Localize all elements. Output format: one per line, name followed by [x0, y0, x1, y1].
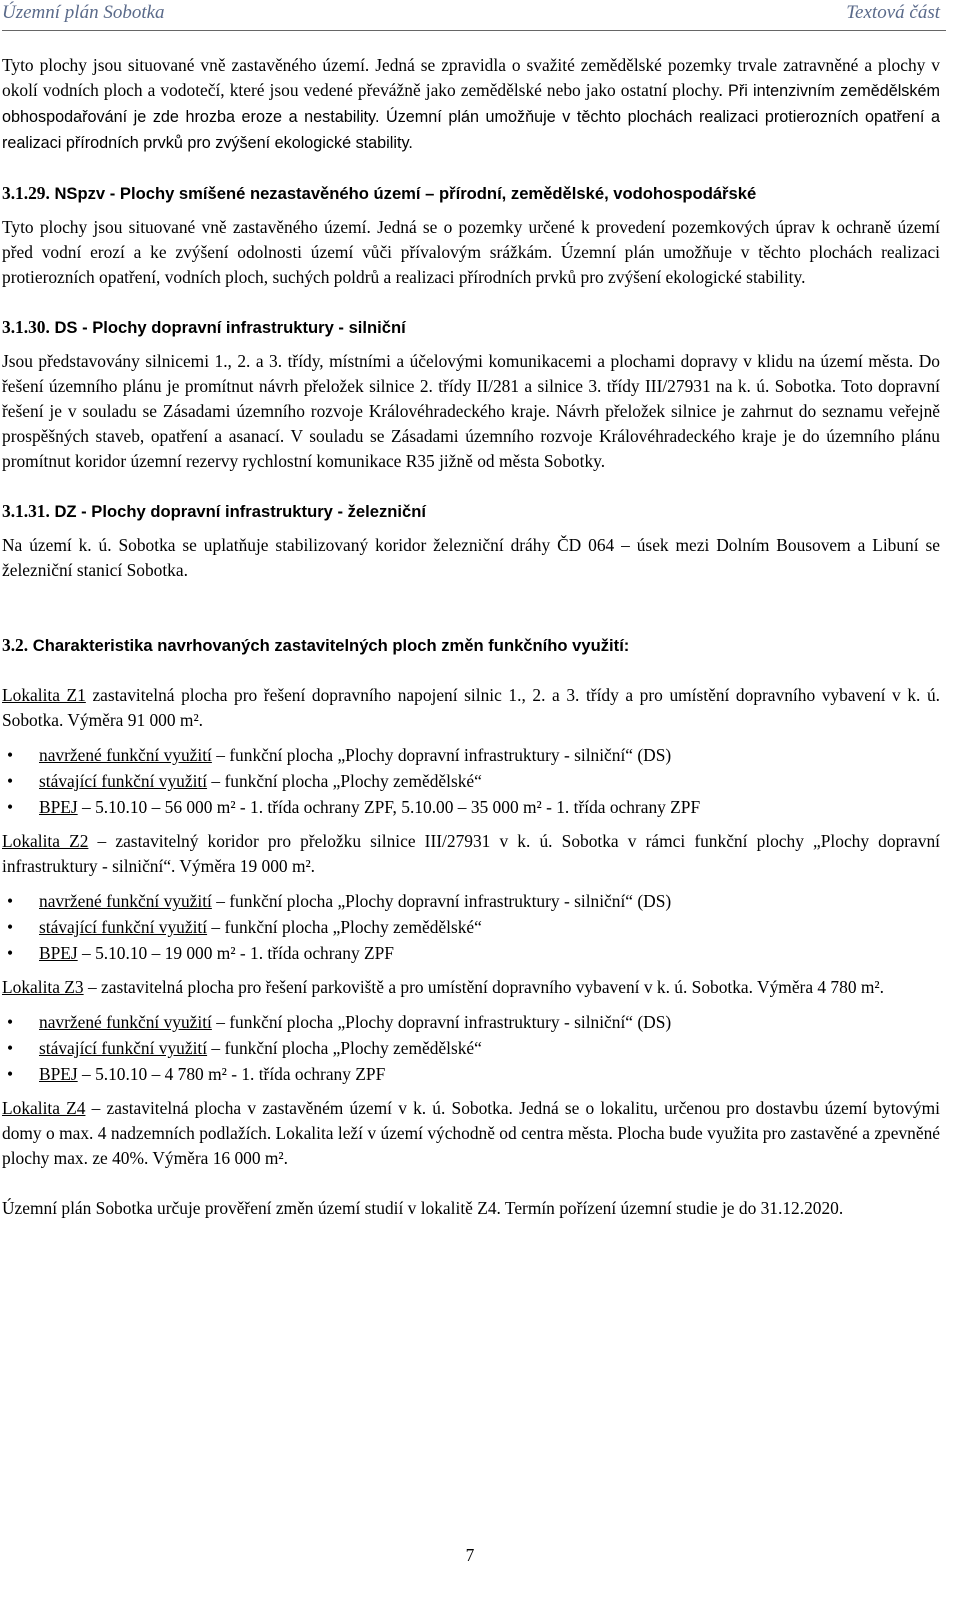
list-item — [2, 1009, 940, 1035]
header-document-title: Územní plán Sobotka — [2, 2, 165, 23]
lokalita-z2-label: Lokalita Z2 — [2, 831, 89, 851]
intro-text-rest: Územní plán umožňuje v těchto plochách realizaci protierozních opatření a realizaci přírodních prvků pro zvýšení ekologické stability. — [2, 108, 940, 152]
bullet-icon: • — [7, 917, 14, 937]
intro-text-sans: Při intenzivním zemědělském obhospodařování je zde hrozba eroze a nestability. — [2, 82, 940, 126]
lokalita-z1-paragraph — [2, 683, 940, 733]
section-paragraph-3-1-31: Na území k. ú. Sobotka se uplatňuje stabilizovaný koridor železniční dráhy ČD 064 – úsek mezi Dolním Bousovem a Libuní se železniční stanicí Sobotka. — [2, 535, 940, 580]
lokalita-z2-paragraph — [2, 829, 940, 879]
list-item-label: BPEJ — [39, 797, 78, 817]
section-number: 3.1.29. — [2, 183, 50, 203]
lokalita-z4-paragraph — [2, 1096, 940, 1171]
list-item-label: stávající funkční využití — [39, 771, 208, 791]
bullet-icon: • — [7, 771, 14, 791]
list-item-label: stávající funkční využití — [39, 917, 208, 937]
list-item-label: stávající funkční využití — [39, 1038, 208, 1058]
list-item-text: – funkční plocha „Plochy zemědělské“ — [207, 771, 482, 791]
section-heading-3-2 — [2, 633, 940, 658]
section-heading-3-1-31 — [2, 499, 940, 524]
section-paragraph-3-1-30: Jsou představovány silnicemi 1., 2. a 3. třídy, místními a účelovými komunikacemi a plochami dopravy v klidu na území města. Do řešení územního plánu je promítnut návrh přeložek silnice 2. třídy II/281 a silnice 3. třídy III/27931 na k. ú. Sobotka. Toto dopravní řešení je v souladu se Zásadami územního rozvoje Královéhradeckého kraje. Návrh přeložek silnice je zahrnut do seznamu veřejně prospěšných staveb, opatření a asanací. V souladu se Zásadami územního rozvoje Královéhradeckého kraje je do územního plánu promítnut koridor územní rezervy rychlostní komunikace R35 jižně od města Sobotky. — [2, 351, 940, 471]
list-item — [2, 768, 940, 794]
list-item-text: – 5.10.10 – 56 000 m² - 1. třída ochrany ZPF, 5.10.00 – 35 000 m² - 1. třída ochrany ZPF — [77, 797, 701, 817]
intro-paragraph — [2, 53, 940, 156]
closing-paragraph: Územní plán Sobotka určuje prověření změn území studií v lokalitě Z4. Termín pořízení územní studie je do 31.12.2020. — [2, 1198, 844, 1218]
section-heading-3-1-30 — [2, 315, 940, 340]
list-item — [2, 794, 940, 820]
bullet-icon: • — [7, 891, 14, 911]
lokalita-z3-text: – zastavitelná plocha pro řešení parkoviště a pro umístění dopravního vybavení v k. ú. Sobotka. Výměra 4 780 m². — [83, 977, 884, 997]
lokalita-z1-list — [2, 742, 940, 820]
lokalita-z2-text: – zastavitelný koridor pro přeložku silnice III/27931 v k. ú. Sobotka v rámci funkční plochy „Plochy dopravní infrastruktury - silniční“. Výměra 19 000 m². — [2, 831, 940, 876]
list-item-text: – funkční plocha „Plochy dopravní infrastruktury - silniční“ (DS) — [211, 891, 672, 911]
lokalita-z3-label: Lokalita Z3 — [2, 977, 84, 997]
section-heading-3-1-29 — [2, 181, 940, 206]
page-header — [0, 0, 960, 36]
list-item-label: navržené funkční využití — [39, 745, 212, 765]
bullet-icon: • — [7, 1038, 14, 1058]
lokalita-z3-list — [2, 1009, 940, 1087]
list-item-label: navržené funkční využití — [39, 891, 212, 911]
list-item — [2, 1061, 940, 1087]
intro-text: Tyto plochy jsou situované vně zastavěného území. Jedná se zpravidla o svažité zemědělské pozemky trvale zatravněné a plochy v okolí vodních ploch a vodotečí, které jsou vedené převážně jako zemědělské nebo jako ostatní plochy. — [2, 55, 940, 100]
section-paragraph-3-1-29: Tyto plochy jsou situované vně zastavěného území. Jedná se o pozemky určené k provedení pozemkových úprav k ochraně území před vodní erozí a ke zvýšení odolnosti území vůči přívalovým srážkám. Územní plán umožňuje v těchto plochách realizaci protierozních opatření, vodních ploch, suchých poldrů a realizaci přírodních prvků pro zvýšení ekologické stability. — [2, 217, 940, 287]
lokalita-z4-label: Lokalita Z4 — [2, 1098, 86, 1118]
document-body — [2, 53, 940, 1221]
bullet-icon: • — [7, 797, 14, 817]
page-number: 7 — [465, 1545, 475, 1565]
header-section-name: Textová část — [846, 2, 940, 23]
list-item-text: – funkční plocha „Plochy dopravní infrastruktury - silniční“ (DS) — [211, 745, 672, 765]
list-item-label: BPEJ — [39, 943, 78, 963]
section-title: DZ - Plochy dopravní infrastruktury - železniční — [49, 502, 427, 521]
lokalita-z2-list — [2, 888, 940, 966]
lokalita-z1-label: Lokalita Z1 — [2, 685, 86, 705]
bullet-icon: • — [7, 1012, 14, 1032]
list-item-label: navržené funkční využití — [39, 1012, 212, 1032]
bullet-icon: • — [7, 745, 14, 765]
list-item-label: BPEJ — [39, 1064, 78, 1084]
list-item — [2, 888, 940, 914]
section-number: 3.1.31. — [2, 501, 50, 521]
list-item-text: – 5.10.10 – 4 780 m² - 1. třída ochrany ZPF — [77, 1064, 386, 1084]
bullet-icon: • — [7, 1064, 14, 1084]
section-number: 3.2. — [2, 635, 29, 655]
section-number: 3.1.30. — [2, 317, 50, 337]
list-item-text: – 5.10.10 – 19 000 m² - 1. třída ochrany ZPF — [77, 943, 394, 963]
list-item — [2, 1035, 940, 1061]
section-title: DS - Plochy dopravní infrastruktury - silniční — [49, 318, 406, 337]
list-item — [2, 940, 940, 966]
list-item-text: – funkční plocha „Plochy dopravní infrastruktury - silniční“ (DS) — [211, 1012, 672, 1032]
list-item-text: – funkční plocha „Plochy zemědělské“ — [207, 917, 482, 937]
lokalita-z3-paragraph — [2, 975, 940, 1000]
header-divider — [2, 30, 946, 31]
list-item — [2, 914, 940, 940]
bullet-icon: • — [7, 943, 14, 963]
list-item-text: – funkční plocha „Plochy zemědělské“ — [207, 1038, 482, 1058]
section-title: NSpzv - Plochy smíšené nezastavěného území – přírodní, zemědělské, vodohospodářské — [49, 184, 757, 203]
lokalita-z4-text: – zastavitelná plocha v zastavěném území v k. ú. Sobotka. Jedná se o lokalitu, určenou pro dostavbu území bytovými domy o max. 4 nadzemních podlažích. Lokalita leží v území východně od centra města. Plocha bude využita pro zastavěné a zpevněné plochy max. ze 40%. Výměra 16 000 m². — [2, 1098, 940, 1168]
list-item — [2, 742, 940, 768]
section-title: Charakteristika navrhovaných zastavitelných ploch změn funkčního využití: — [28, 636, 630, 655]
lokalita-z1-text: zastavitelná plocha pro řešení dopravního napojení silnic 1., 2. a 3. třídy a pro umístění dopravního vybavení v k. ú. Sobotka. Výměra 91 000 m². — [2, 685, 940, 730]
